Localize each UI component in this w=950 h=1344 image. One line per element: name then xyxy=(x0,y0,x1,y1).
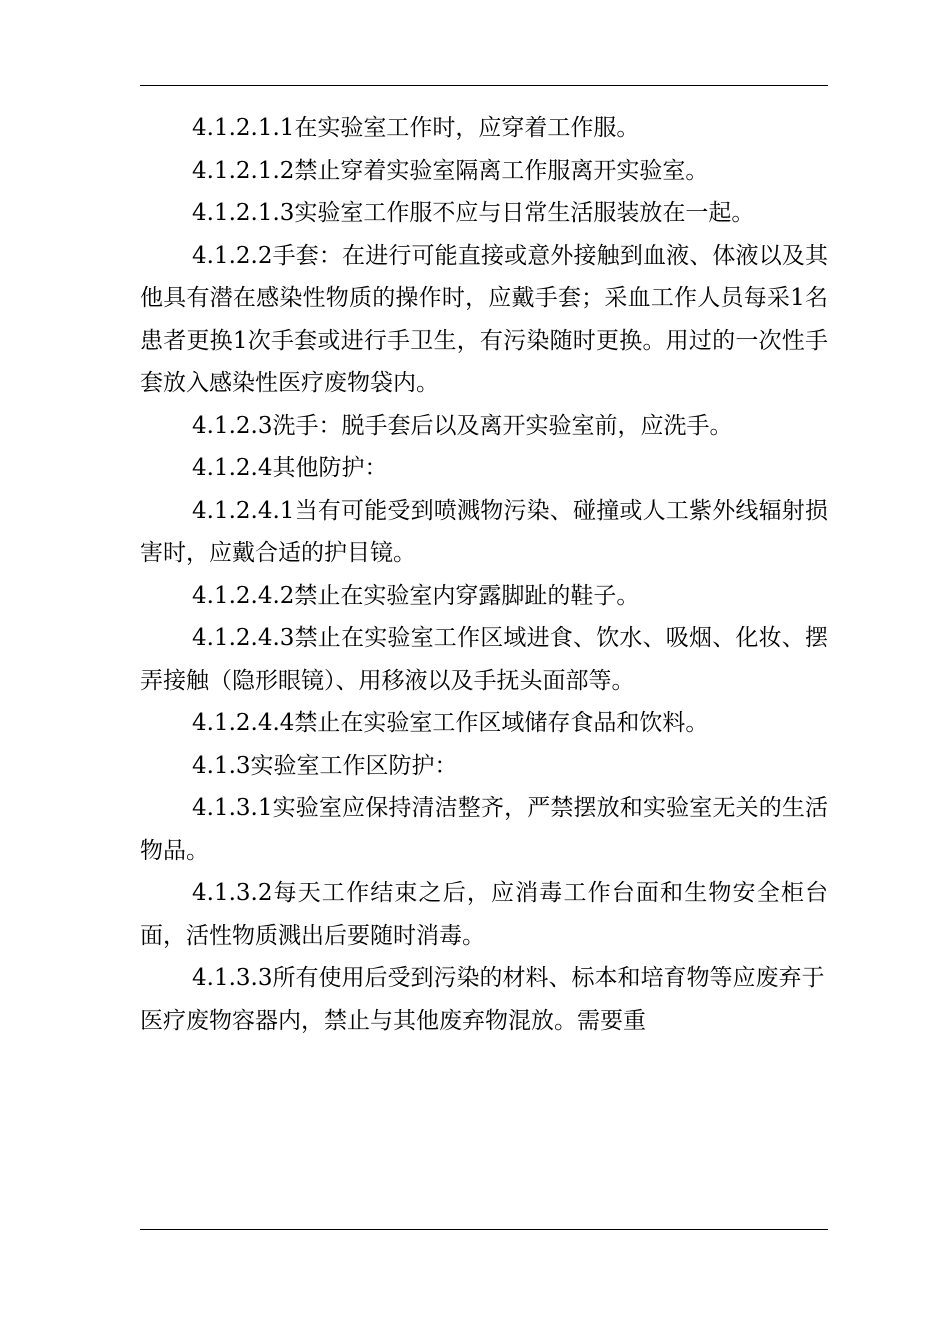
paragraph-4-1-3-2: 4.1.3.2每天工作结束之后，应消毒工作台面和生物安全柜台面，活性物质溅出后要随时消毒。 xyxy=(140,880,828,949)
paragraph-4-1-2-2-gloves: 4.1.2.2手套：在进行可能直接或意外接触到血液、体液以及其他具有潜在感染性物质的操作时，应戴手套；采血工作人员每采1名患者更换1次手套或进行手卫生，有污染随时更换。用过的一次性手套放入感染性医疗废物袋内。 xyxy=(140,242,828,396)
paragraph-4-1-3-1: 4.1.3.1实验室应保持清洁整齐，严禁摆放和实验室无关的生活物品。 xyxy=(140,795,828,864)
paragraph-4-1-2-4-1: 4.1.2.4.1当有可能受到喷溅物污染、碰撞或人工紫外线辐射损害时，应戴合适的护目镜。 xyxy=(140,497,828,566)
paragraph-4-1-2-4-3: 4.1.2.4.3禁止在实验室工作区域进食、饮水、吸烟、化妆、摆弄接触（隐形眼镜）、用移液以及手抚头面部等。 xyxy=(140,625,828,694)
paragraph-4-1-2-1-1: 4.1.2.1.1在实验室工作时，应穿着工作服。 xyxy=(192,115,640,141)
paragraph-4-1-2-1-3: 4.1.2.1.3实验室工作服不应与日常生活服装放在一起。 xyxy=(192,200,755,226)
paragraph-4-1-2-3-handwashing: 4.1.2.3洗手：脱手套后以及离开实验室前，应洗手。 xyxy=(192,412,733,439)
header-rule xyxy=(140,85,828,86)
paragraph-4-1-2-4-other-protection: 4.1.2.4其他防护： xyxy=(192,455,388,481)
paragraph-4-1-3-workarea: 4.1.3实验室工作区防护： xyxy=(192,752,458,779)
footer-rule xyxy=(140,1229,828,1230)
paragraph-4-1-2-4-4: 4.1.2.4.4禁止在实验室工作区域储存食品和饮料。 xyxy=(192,710,709,736)
paragraph-4-1-3-3: 4.1.3.3所有使用后受到污染的材料、标本和培育物等应废弃于医疗废物容器内，禁止与其他废弃物混放。需要重 xyxy=(140,965,825,1034)
paragraph-4-1-2-1-2: 4.1.2.1.2禁止穿着实验室隔离工作服离开实验室。 xyxy=(192,157,709,184)
paragraph-4-1-2-4-2: 4.1.2.4.2禁止在实验室内穿露脚趾的鞋子。 xyxy=(192,582,640,609)
document-body xyxy=(140,107,828,1042)
